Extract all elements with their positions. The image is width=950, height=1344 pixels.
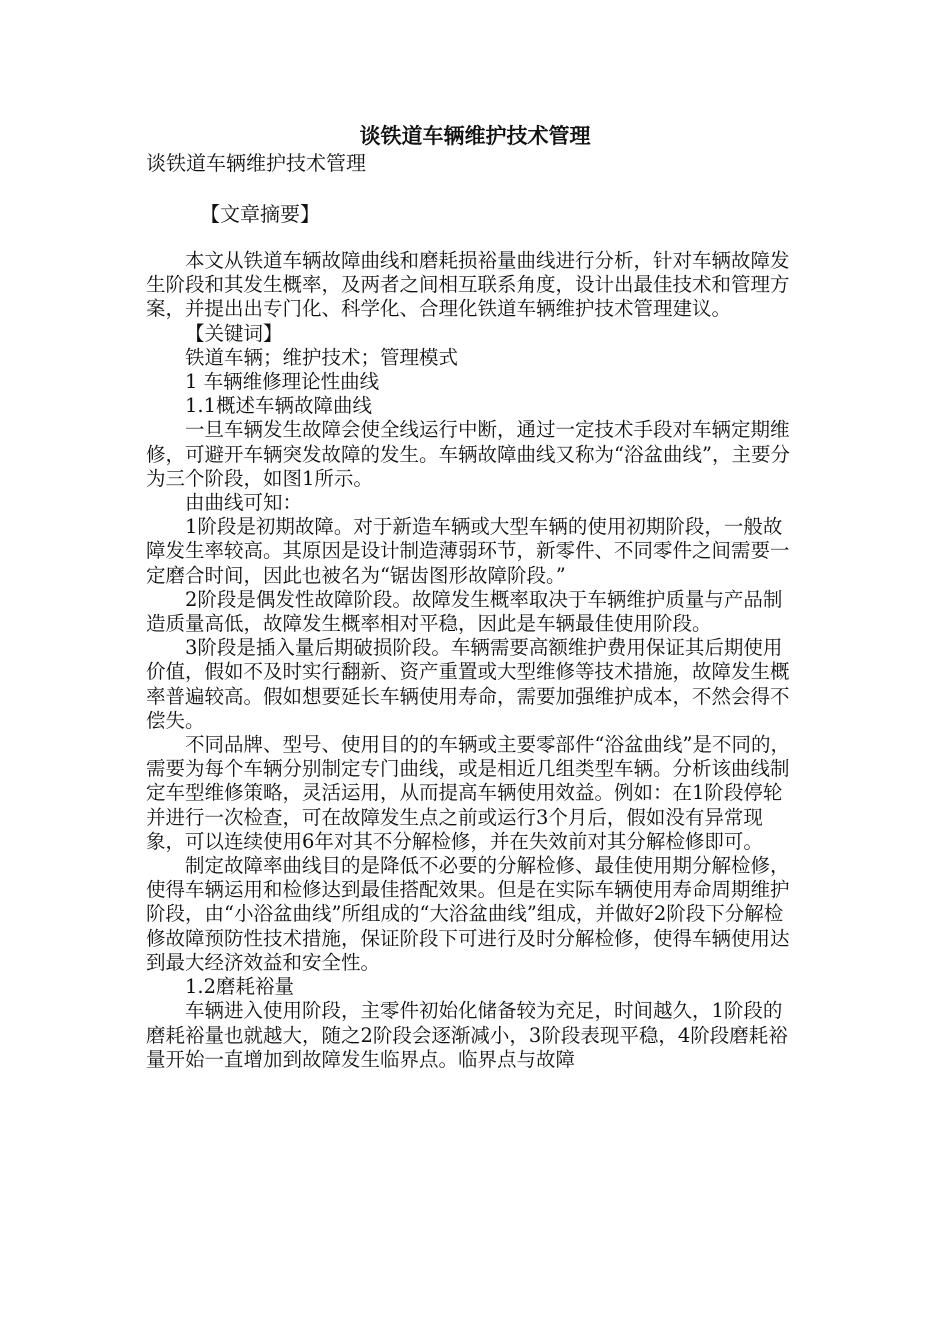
body-paragraph: 制定故障率曲线目的是降低不必要的分解检修、最佳使用期分解检修，使得车辆运用和检修达到最佳搭配效果。但是在实际车辆使用寿命周期维护阶段，由“小浴盆曲线”所组成的“大浴盆曲线”组成，并做好2阶段下分解检修故障预防性技术措施，保证阶段下可进行及时分解检修，使得车辆使用达到最大经济效益和安全性。 — [146, 854, 790, 974]
body-paragraph: 3阶段是插入量后期破损阶段。车辆需要高额维护费用保证其后期使用价值，假如不及时实行翻新、资产重置或大型维修等技术措施，故障发生概率普遍较高。假如想要延长车辆使用寿命，需要加强维护成本，不然会得不偿失。 — [146, 636, 790, 732]
section-heading-1: 1 车辆维修理论性曲线 — [185, 370, 380, 394]
body-paragraph: 一旦车辆发生故障会使全线运行中断，通过一定技术手段对车辆定期维修，可避开车辆突发故障的发生。车辆故障曲线又称为“浴盆曲线”，主要分为三个阶段，如图1所示。 — [146, 418, 790, 490]
body-paragraph: 2阶段是偶发性故障阶段。故障发生概率取决于车辆维护质量与产品制造质量高低，故障发生概率相对平稳，因此是车辆最佳使用阶段。 — [146, 587, 783, 636]
abstract-paragraph: 本文从铁道车辆故障曲线和磨耗损裕量曲线进行分析，针对车辆故障发生阶段和其发生概率，及两者之间相互联系角度，设计出最佳技术和管理方案，并提出出专门化、科学化、合理化铁道车辆维护技术管理建议。 — [146, 249, 790, 321]
document-title: 谈铁道车辆维护技术管理 — [359, 123, 591, 148]
abstract-label: 【文章摘要】 — [200, 202, 320, 226]
subsection-heading-1-2: 1.2磨耗裕量 — [185, 975, 295, 999]
body-paragraph: 不同品牌、型号、使用目的的车辆或主要零部件“浴盆曲线”是不同的，需要为每个车辆分别制定专门曲线，或是相近几组类型车辆。分析该曲线制定车型维修策略，灵活运用，从而提高车辆使用效益。例如：在1阶段停轮并进行一次检查，可在故障发生点之前或运行3个月后，假如没有异常现象，可以连续使用6年对其不分解检修，并在失效前对其分解检修即可。 — [146, 733, 790, 853]
keywords-label: 【关键词】 — [185, 321, 283, 345]
body-paragraph: 由曲线可知： — [185, 491, 303, 515]
body-paragraph: 车辆进入使用阶段，主零件初始化储备较为充足，时间越久，1阶段的磨耗裕量也就越大，随之2阶段会逐渐减小，3阶段表现平稳，4阶段磨耗裕量开始一直增加到故障发生临界点。临界点与故障 — [146, 999, 788, 1071]
document-subtitle: 谈铁道车辆维护技术管理 — [146, 151, 366, 175]
document-body — [146, 249, 796, 1072]
subsection-heading-1-1: 1.1概述车辆故障曲线 — [185, 394, 373, 418]
keywords-text: 铁道车辆；维护技术；管理模式 — [185, 345, 459, 369]
body-paragraph: 1阶段是初期故障。对于新造车辆或大型车辆的使用初期阶段，一般故障发生率较高。其原因是设计制造薄弱环节，新零件、不同零件之间需要一定磨合时间，因此也被名为“锯齿图形故障阶段。” — [146, 515, 790, 587]
